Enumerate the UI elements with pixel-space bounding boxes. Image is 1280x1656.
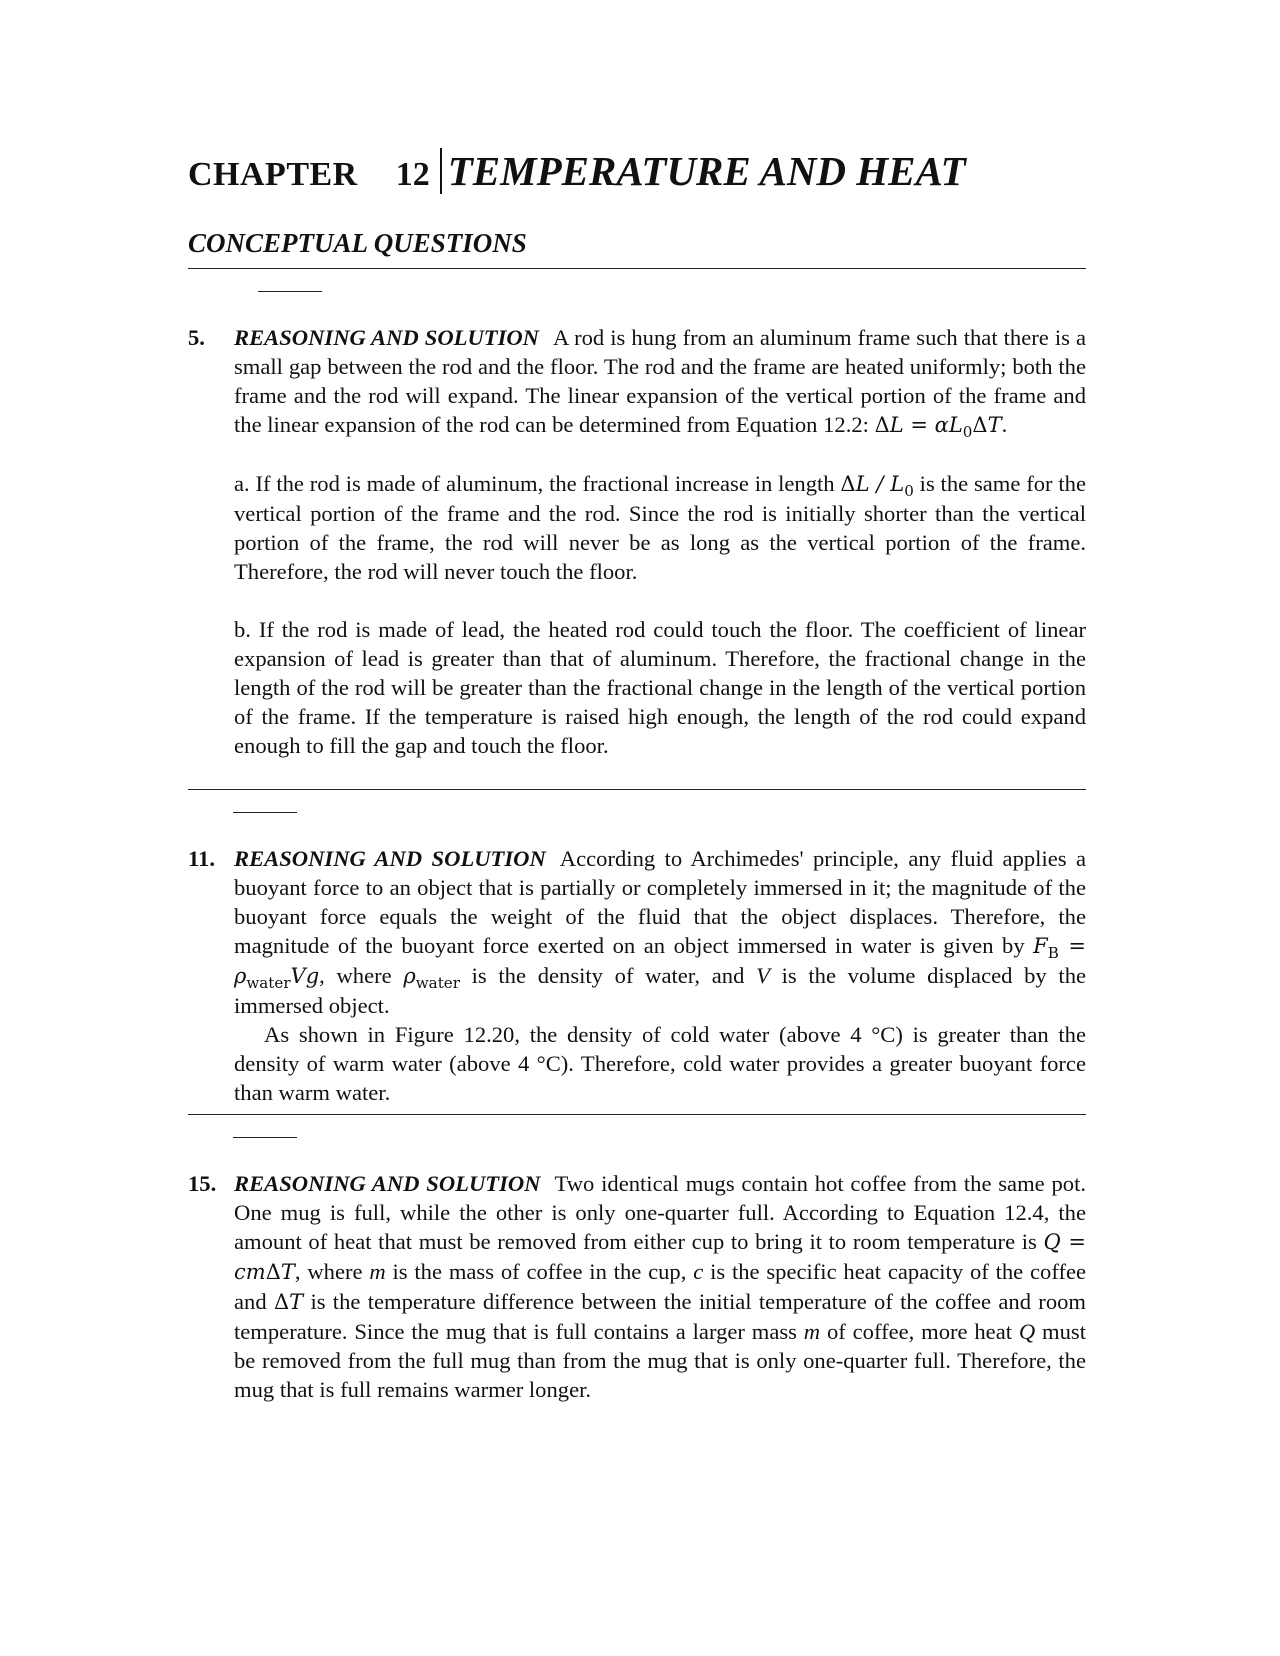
short-rule — [233, 812, 297, 813]
divider-rule — [188, 789, 1086, 790]
problem-heading: REASONING AND SOLUTION — [234, 325, 539, 350]
chapter-number: 12 — [395, 156, 430, 193]
chapter-word: CHAPTER — [188, 156, 358, 193]
problem-text: As shown in Figure 12.20, the density of cold water (above 4 °C) is greater than the density of warm water (above 4 °C). Therefore, cold water provides a greater buoyant force than warm water. — [234, 1022, 1086, 1105]
problem-heading: REASONING AND SOLUTION — [234, 846, 546, 871]
problem-15: 15. REASONING AND SOLUTION Two identical mugs contain hot coffee from the same pot. One mug is full, while the other is only one-quarter full. According to Equation 12.4, the amount of heat that must be removed from either cup to bring it to room temperature is Q = cmΔT, where m is the mass of coffee in the cup, c is the specific heat capacity of the coffee and ΔT is the temperature difference between the initial temperature of the coffee and room temperature. Since the mug that is full contains a larger mass m of coffee, more heat Q must be removed from the full mug than from the mug that is only one-quarter full. Therefore, the mug that is full remains warmer longer. — [188, 1171, 1087, 1402]
chapter-header — [188, 148, 966, 194]
problem-heading: REASONING AND SOLUTION — [234, 1171, 541, 1196]
problem-number: 11. — [188, 846, 215, 871]
problem-number: 5. — [188, 325, 205, 350]
chapter-divider — [440, 148, 442, 194]
part-b-text: b. If the rod is made of lead, the heated rod could touch the floor. The coefficient of linear expansion of lead is greater than that of aluminum. Therefore, the fractional change in the length of the rod will be greater than the fractional change in the length of the vertical portion of the frame. If the temperature is raised high enough, the length of the rod could expand enough to fill the gap and touch the floor. — [234, 617, 1086, 758]
part-a-text-continued: is the same for the vertical portion of the frame and the rod. Since the rod is initially shorter than the vertical portion of the frame, the rod will never be as long as the vertical portion of the frame. Therefore, the rod will never touch the floor. — [234, 471, 1086, 584]
fraction-expression: ΔL / $L_0$ — [840, 472, 914, 501]
short-rule — [233, 1137, 297, 1138]
divider-rule — [188, 268, 1086, 269]
equation-heat: Q = cmΔT — [234, 1230, 1086, 1284]
equation-linear-expansion: $\Delta L = \alpha L_0\Delta T$ — [874, 413, 1002, 442]
delta-t-symbol: ΔT — [273, 1290, 304, 1314]
divider-rule — [188, 1114, 1086, 1115]
density-symbol: $\rho_{water}$ — [403, 964, 460, 993]
problem-text: According to Archimedes' principle, any fluid applies a buoyant force to an object that is partially or completely immersed in it; the magnitude of the buoyant force equals the weight of the fluid that the object displaces. Therefore, the magnitude of the buoyant force exerted on an object immersed in water is given by — [234, 846, 1086, 958]
problem-5: 5. REASONING AND SOLUTION A rod is hung from an aluminum frame such that there is a small gap between the rod and the floor. The rod and the frame are heated uniformly; both the frame and the rod will expand. The linear expansion of the vertical portion of the frame and the linear expansion of the rod can be determined from Equation 12.2: $\Delta L = \alpha L_0\Delta T$. a. If the rod is made of aluminum, the fractional increase in length ΔL / $L_0$ is the same for the vertical portion of the frame and the rod. Since the rod is initially shorter than the vertical portion of the frame, the rod will never be as long as the vertical portion of the frame. Therefore, the rod will never touch the floor. b. If the rod is made of lead, the heated rod could touch the floor. The coefficient of linear expansion of lead is greater than that of aluminum. Therefore, the fractional change in the length of the rod will be greater than the fractional change in the length of the vertical portion of the frame. If the temperature is raised high enough, the length of the rod could expand enough to fill the gap and touch the floor. — [188, 325, 1086, 758]
section-title: CONCEPTUAL QUESTIONS — [188, 228, 527, 258]
problem-number: 15. — [188, 1171, 217, 1196]
part-a-text: a. If the rod is made of aluminum, the fractional increase in length — [234, 471, 835, 496]
problem-text: Two identical mugs contain hot coffee from the same pot. One mug is full, while the other is only one-quarter full. According to Equation 12.4, the amount of heat that must be removed from either cup to bring it to room temperature is — [234, 1171, 1086, 1254]
short-rule — [258, 291, 322, 292]
problem-11: 11. REASONING AND SOLUTION According to Archimedes' principle, any fluid applies a buoyant force to an object that is partially or completely immersed in it; the magnitude of the buoyant force equals the weight of the fluid that the object displaces. Therefore, the magnitude of the buoyant force exerted on an object immersed in water is given by $F_B = \rho_{water}Vg$, where $\rho_{water}$ is the density of water, and V is the volume displaced by the immersed object. As shown in Figure 12.20, the density of cold water (above 4 °C) is greater than the density of warm water (above 4 °C). Therefore, cold water provides a greater buoyant force than warm water. — [188, 846, 1087, 1105]
equation-buoyant-force: $F_B = \rho_{water}Vg$ — [234, 934, 1086, 993]
chapter-title: TEMPERATURE AND HEAT — [447, 148, 966, 194]
problem-text: A rod is hung from an aluminum frame such that there is a small gap between the rod and the floor. The rod and the frame are heated uniformly; both the frame and the rod will expand. The linear expansion of the vertical portion of the frame and the linear expansion of the rod can be determined from Equation 12.2: — [234, 325, 1086, 437]
